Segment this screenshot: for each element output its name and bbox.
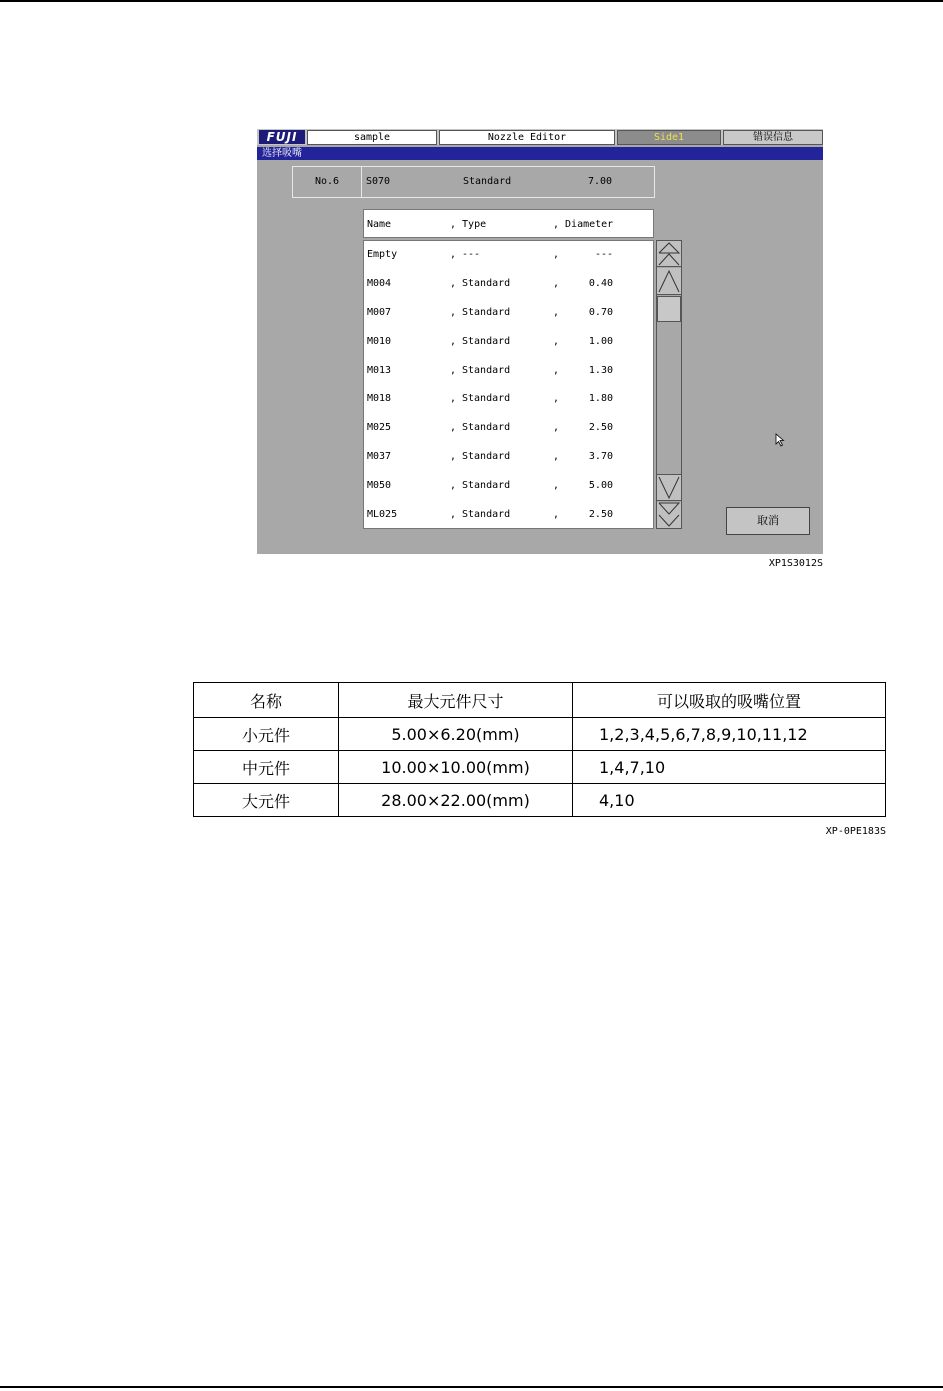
item-separator: , <box>450 509 457 520</box>
item-separator: , <box>553 509 560 520</box>
item-separator: , <box>450 393 457 404</box>
item-diameter: 2.50 <box>588 509 613 520</box>
item-diameter: 1.80 <box>588 393 613 404</box>
item-name: Empty <box>367 249 398 260</box>
item-separator: , <box>450 307 457 318</box>
item-separator: , <box>450 451 457 462</box>
list-item[interactable] <box>364 447 653 467</box>
header-name: Name <box>367 219 392 230</box>
cancel-button[interactable]: 取消 <box>726 507 810 535</box>
cell-component: 大元件 <box>194 784 339 817</box>
selected-nozzle-box <box>292 166 655 198</box>
error-info-button[interactable]: 错误信息 <box>723 130 823 145</box>
header-type: , Type <box>450 219 487 230</box>
cell-component: 小元件 <box>194 718 339 751</box>
item-name: M010 <box>367 336 392 347</box>
list-item[interactable] <box>364 389 653 409</box>
item-separator: , <box>553 393 560 404</box>
item-diameter: --- <box>594 249 613 260</box>
item-name: M004 <box>367 278 392 289</box>
item-separator: , <box>450 336 457 347</box>
header-component-name: 名称 <box>194 683 339 718</box>
cell-max-size: 5.00×6.20(mm) <box>339 718 573 751</box>
up-arrow-icon <box>657 268 681 294</box>
list-item[interactable] <box>364 418 653 438</box>
item-separator: , <box>553 480 560 491</box>
item-type: Standard <box>462 480 511 491</box>
title-bar <box>257 129 823 145</box>
figure-code: XP1S3012S <box>768 558 823 569</box>
scroll-thumb[interactable] <box>657 296 681 322</box>
item-type: --- <box>462 249 481 260</box>
list-item[interactable] <box>364 332 653 352</box>
selected-diameter: 7.00 <box>588 176 613 187</box>
item-separator: , <box>450 480 457 491</box>
menu-title-bar: 选择吸嘴 <box>257 147 823 160</box>
item-separator: , <box>450 278 457 289</box>
fuji-logo: FUJI <box>259 130 305 144</box>
item-diameter: 3.70 <box>588 451 613 462</box>
mouse-cursor-icon <box>775 433 785 447</box>
item-type: Standard <box>462 307 511 318</box>
cell-positions: 1,2,3,4,5,6,7,8,9,10,11,12 <box>573 718 886 751</box>
down-arrow-icon <box>657 475 681 501</box>
item-separator: , <box>553 451 560 462</box>
cell-positions: 4,10 <box>573 784 886 817</box>
item-separator: , <box>553 336 560 347</box>
table-header-row <box>194 683 886 718</box>
table-row <box>194 784 886 817</box>
nozzle-list[interactable] <box>363 240 654 529</box>
item-separator: , <box>553 422 560 433</box>
program-name-field: sample <box>307 130 437 145</box>
item-type: Standard <box>462 365 511 376</box>
item-type: Standard <box>462 278 511 289</box>
cell-positions: 1,4,7,10 <box>573 751 886 784</box>
item-type: Standard <box>462 451 511 462</box>
item-separator: , <box>553 249 560 260</box>
selected-no: No.6 <box>293 167 362 197</box>
scroll-down-button[interactable] <box>657 474 681 501</box>
item-type: Standard <box>462 336 511 347</box>
item-diameter: 5.00 <box>588 480 613 491</box>
cell-component: 中元件 <box>194 751 339 784</box>
item-diameter: 2.50 <box>588 422 613 433</box>
item-separator: , <box>553 278 560 289</box>
scroll-up-button[interactable] <box>657 268 681 295</box>
item-diameter: 1.30 <box>588 365 613 376</box>
item-separator: , <box>553 307 560 318</box>
scroll-bottom-button[interactable] <box>657 502 681 528</box>
table-figure-code: XP-0PE183S <box>825 826 886 837</box>
item-type: Standard <box>462 422 511 433</box>
component-size-table <box>193 682 886 817</box>
selected-type: Standard <box>463 176 512 187</box>
item-separator: , <box>450 365 457 376</box>
list-item[interactable] <box>364 245 653 265</box>
list-scrollbar[interactable] <box>656 240 682 529</box>
item-separator: , <box>450 249 457 260</box>
nozzle-list-header <box>363 209 654 238</box>
double-up-icon <box>657 241 681 266</box>
list-item[interactable] <box>364 303 653 323</box>
selected-name: S070 <box>366 176 391 187</box>
list-item[interactable] <box>364 505 653 525</box>
nozzle-editor-screen <box>257 129 823 554</box>
cell-max-size: 10.00×10.00(mm) <box>339 751 573 784</box>
item-name: M050 <box>367 480 392 491</box>
header-nozzle-positions: 可以吸取的吸嘴位置 <box>573 683 886 718</box>
item-type: Standard <box>462 393 511 404</box>
item-name: M018 <box>367 393 392 404</box>
footer-rule <box>0 1386 943 1388</box>
item-diameter: 1.00 <box>588 336 613 347</box>
list-item[interactable] <box>364 274 653 294</box>
item-name: M037 <box>367 451 392 462</box>
cell-max-size: 28.00×22.00(mm) <box>339 784 573 817</box>
item-name: M013 <box>367 365 392 376</box>
editor-title-field: Nozzle Editor <box>439 130 615 145</box>
side-indicator[interactable]: Side1 <box>617 130 721 145</box>
item-name: M007 <box>367 307 392 318</box>
list-item[interactable] <box>364 476 653 496</box>
item-name: ML025 <box>367 509 398 520</box>
item-diameter: 0.70 <box>588 307 613 318</box>
item-separator: , <box>553 365 560 376</box>
header-diameter: , Diameter <box>553 219 614 230</box>
double-down-icon <box>657 502 681 527</box>
table-row <box>194 718 886 751</box>
table-row <box>194 751 886 784</box>
item-name: M025 <box>367 422 392 433</box>
item-type: Standard <box>462 509 511 520</box>
header-rule <box>0 0 943 2</box>
item-separator: , <box>450 422 457 433</box>
scroll-top-button[interactable] <box>657 241 681 267</box>
header-max-size: 最大元件尺寸 <box>339 683 573 718</box>
item-diameter: 0.40 <box>588 278 613 289</box>
list-item[interactable] <box>364 361 653 381</box>
